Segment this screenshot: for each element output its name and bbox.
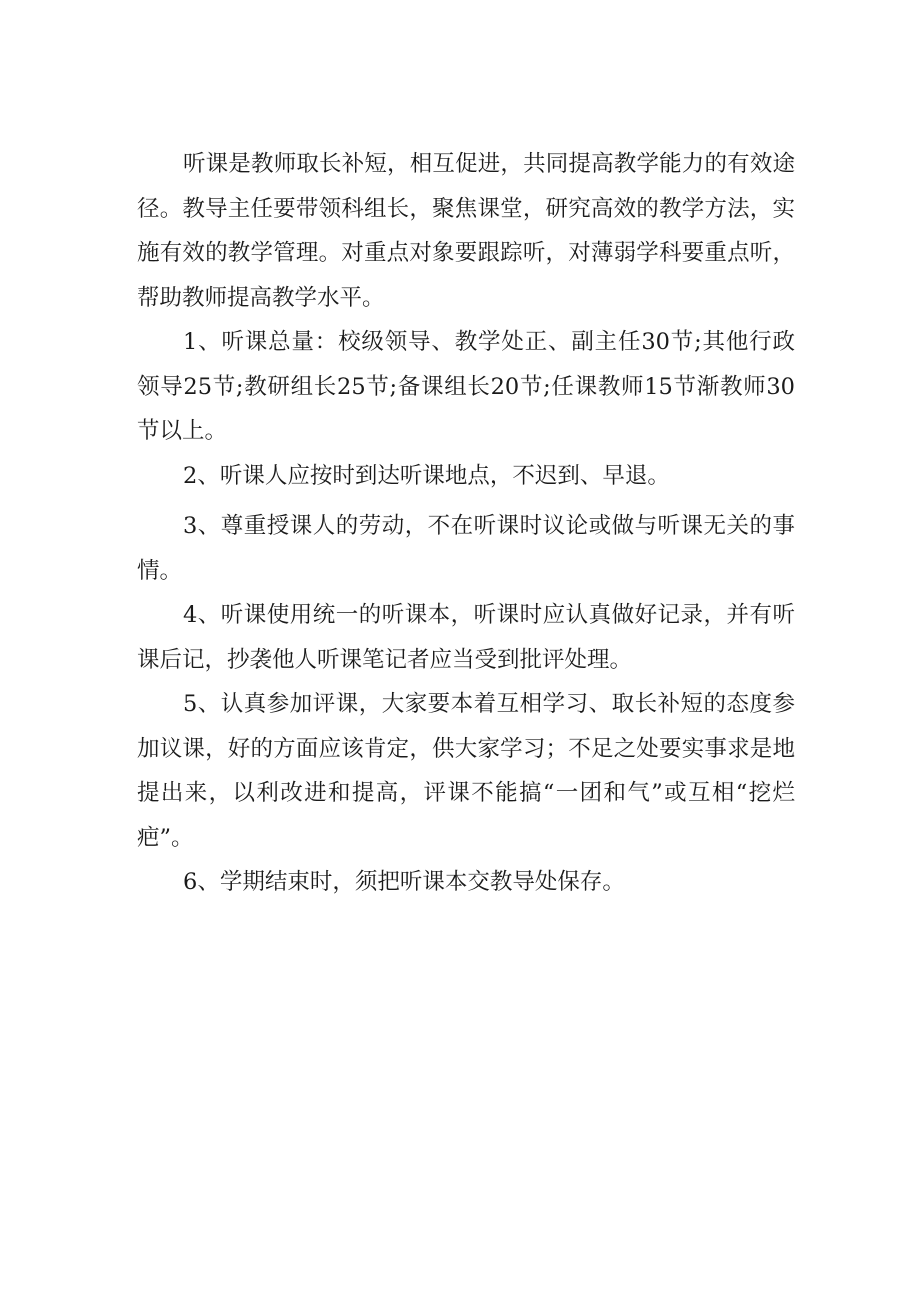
rule-1-paragraph: 1、听课总量：校级领导、教学处正、副主任30节;其他行政领导25节;教研组长25节;备课组长20节;任课教师15节渐教师30节以上。 <box>137 329 795 444</box>
rule-3-paragraph: 3、尊重授课人的劳动，不在听课时议论或做与听课无关的事情。 <box>137 513 795 584</box>
rule-5-paragraph: 5、认真参加评课，大家要本着互相学习、取长补短的态度参加议课，好的方面应该肯定，供大家学习；不足之处要实事求是地提出来，以利改进和提高，评课不能搞“一团和气”或互相“挖烂疤”。 <box>137 691 795 851</box>
rule-4-paragraph: 4、听课使用统一的听课本，听课时应认真做好记录，并有听课后记，抄袭他人听课笔记者应当受到批评处理。 <box>137 602 795 673</box>
intro-paragraph: 听课是教师取长补短，相互促进，共同提高教学能力的有效途径。教导主任要带领科组长，聚焦课堂，研究高效的教学方法，实施有效的教学管理。对重点对象要跟踪听，对薄弱学科要重点听，帮助教师提高教学水平。 <box>137 151 795 311</box>
rule-2-paragraph: 2、听课人应按时到达听课地点，不迟到、早退。 <box>183 462 670 489</box>
document-body <box>137 142 795 905</box>
rule-6-paragraph: 6、学期结束时，须把听课本交教导处保存。 <box>183 869 625 895</box>
